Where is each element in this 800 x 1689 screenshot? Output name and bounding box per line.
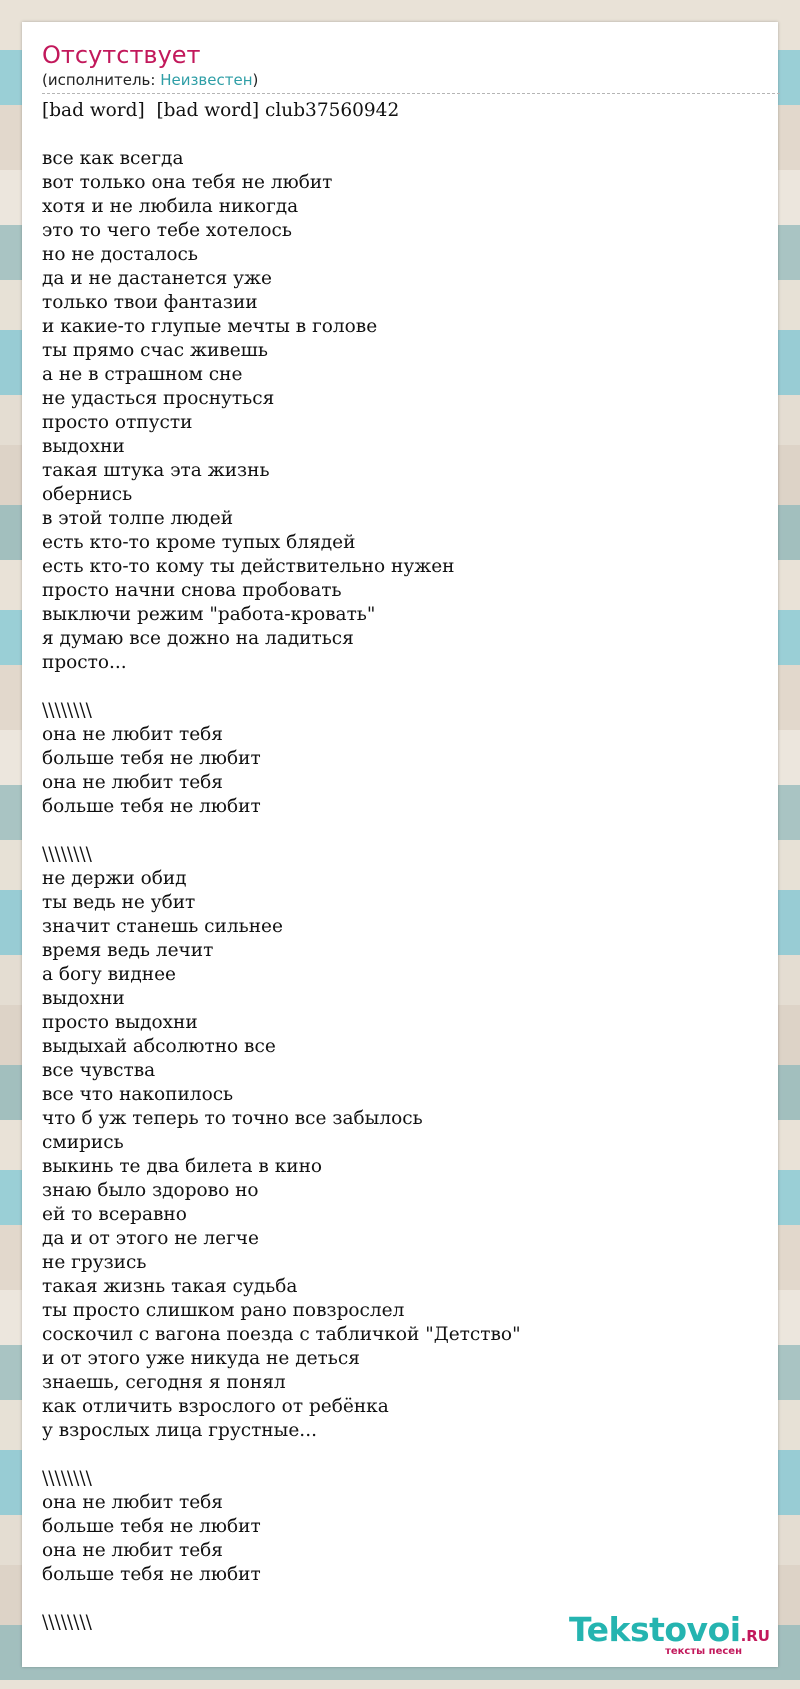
song-header	[42, 40, 780, 94]
artist-prefix: (исполнитель:	[42, 71, 161, 89]
lyric-line: есть кто-то кому ты действительно нужен	[42, 556, 455, 577]
lyric-line: больше тебя не любит	[42, 748, 261, 769]
lyric-line: она не любит тебя	[42, 1540, 223, 1561]
lyric-line	[42, 123, 762, 147]
lyric-line: \\\\\\\\	[42, 1468, 92, 1489]
lyric-line: значит станешь сильнее	[42, 916, 283, 937]
lyric-line	[42, 675, 762, 699]
lyrics-text	[42, 99, 762, 1635]
lyric-line: такая жизнь такая судьба	[42, 1276, 298, 1297]
song-title: Отсутствует	[42, 41, 201, 69]
lyric-line: что б уж теперь то точно все забылось	[42, 1108, 423, 1129]
lyric-line: \\\\\\\\	[42, 1612, 92, 1633]
lyric-line: выдохни	[42, 988, 125, 1009]
lyric-line: есть кто-то кроме тупых блядей	[42, 532, 356, 553]
lyric-line: выключи режим "работа-кровать"	[42, 604, 376, 625]
lyric-line: у взрослых лица грустные...	[42, 1420, 317, 1441]
site-logo[interactable]	[569, 1610, 770, 1657]
lyric-line: да и не дастанется уже	[42, 268, 272, 289]
lyric-line: знаешь, сегодня я понял	[42, 1372, 286, 1393]
lyric-line: выдыхай абсолютно все	[42, 1036, 276, 1057]
lyric-line: она не любит тебя	[42, 772, 223, 793]
lyric-line: хотя и не любила никогда	[42, 196, 299, 217]
lyric-line: вот только она тебя не любит	[42, 172, 333, 193]
lyric-line: да и от этого не легче	[42, 1228, 259, 1249]
lyric-line: только твои фантазии	[42, 292, 258, 313]
artist-link[interactable]: Неизвестен	[160, 71, 253, 89]
lyric-line: как отличить взрослого от ребёнка	[42, 1396, 389, 1417]
lyric-line: больше тебя не любит	[42, 1564, 261, 1585]
lyric-line: \\\\\\\\	[42, 844, 92, 865]
lyric-line: ты просто слишком рано повзрослел	[42, 1300, 405, 1321]
lyric-line: [bad word] [bad word] club37560942	[42, 100, 400, 121]
logo-tagline: тексты песен	[665, 1646, 742, 1657]
lyric-line: не грузись	[42, 1252, 147, 1273]
lyric-line	[42, 1443, 762, 1467]
lyric-line	[42, 1587, 762, 1611]
lyric-line: и какие-то глупые мечты в голове	[42, 316, 378, 337]
lyric-line: а не в страшном сне	[42, 364, 243, 385]
lyric-line: знаю было здорово но	[42, 1180, 259, 1201]
lyric-line: она не любит тебя	[42, 724, 223, 745]
lyric-line: и от этого уже никуда не деться	[42, 1348, 360, 1369]
lyric-line: все что накопилось	[42, 1084, 234, 1105]
lyric-line: выдохни	[42, 436, 125, 457]
lyric-line: а богу виднее	[42, 964, 177, 985]
artist-suffix: )	[252, 71, 259, 89]
lyric-line: больше тебя не любит	[42, 1516, 261, 1537]
lyric-line: \\\\\\\\	[42, 700, 92, 721]
logo-domain: .RU	[740, 1627, 770, 1645]
lyric-line: больше тебя не любит	[42, 796, 261, 817]
lyric-line: такая штука эта жизнь	[42, 460, 270, 481]
artist-line	[42, 70, 780, 90]
lyric-line: просто отпусти	[42, 412, 193, 433]
lyric-line: соскочил с вагона поезда с табличкой "Детство"	[42, 1324, 521, 1345]
lyric-line: я думаю все дожно на ладиться	[42, 628, 354, 649]
lyric-line: просто выдохни	[42, 1012, 198, 1033]
lyric-line: в этой толпе людей	[42, 508, 234, 529]
lyric-line: она не любит тебя	[42, 1492, 223, 1513]
lyric-line: не удасться проснуться	[42, 388, 275, 409]
lyrics-card	[22, 22, 778, 1667]
lyric-line: просто...	[42, 652, 127, 673]
lyric-line: не держи обид	[42, 868, 187, 889]
lyric-line: просто начни снова пробовать	[42, 580, 342, 601]
lyric-line	[42, 819, 762, 843]
lyric-line: ты прямо счас живешь	[42, 340, 268, 361]
lyric-line: обернись	[42, 484, 133, 505]
lyric-line: выкинь те два билета в кино	[42, 1156, 323, 1177]
lyric-line: все чувства	[42, 1060, 156, 1081]
lyric-line: смирись	[42, 1132, 124, 1153]
lyric-line: ты ведь не убит	[42, 892, 196, 913]
lyric-line: это то чего тебе хотелось	[42, 220, 292, 241]
lyric-line: ей то всеравно	[42, 1204, 187, 1225]
lyric-line: но не досталось	[42, 244, 198, 265]
logo-wordmark: Tekstovoi	[569, 1610, 741, 1649]
lyric-line: время ведь лечит	[42, 940, 214, 961]
lyric-line: все как всегда	[42, 148, 184, 169]
